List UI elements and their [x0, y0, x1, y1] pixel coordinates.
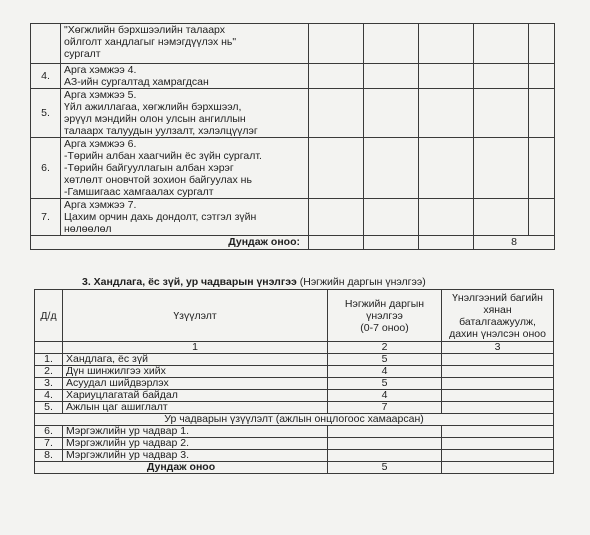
activity-text — [61, 138, 309, 199]
empty-cell — [442, 462, 554, 474]
dd-header: Д/д — [35, 290, 63, 342]
activity-line: нөлөөлөл — [64, 223, 112, 235]
row-number: 5. — [35, 402, 63, 414]
council-score — [442, 450, 554, 462]
criteria-row — [35, 438, 554, 450]
criteria-row — [35, 402, 554, 414]
header-row — [35, 290, 554, 342]
score-cell — [529, 89, 555, 138]
subheader-row — [35, 414, 554, 426]
council-eval-header-line: дахин үнэлсэн оноо — [449, 327, 546, 340]
activity-line: -Гамшигаас хамгаалах сургалт — [64, 186, 214, 198]
head-eval-header-line: (0-7 оноо) — [360, 321, 409, 334]
activity-line: АЗ-ийн сургалтад хамрагдсан — [64, 76, 209, 88]
column-number: 3 — [442, 342, 554, 354]
criteria-label: Ажлын цаг ашиглалт — [63, 402, 328, 414]
empty-cell — [419, 236, 474, 250]
criteria-row — [35, 354, 554, 366]
council-eval-header-line: баталгаажуулж, — [459, 315, 536, 328]
activity-line: Арга хэмжээ 7. — [64, 199, 137, 211]
council-eval-header-line: хянан — [483, 303, 512, 316]
activity-line: -Төрийн байгууллагын албан хэрэг — [64, 162, 234, 174]
score-cell — [529, 199, 555, 236]
council-score — [442, 390, 554, 402]
score-cell — [474, 199, 529, 236]
row-number: 2. — [35, 366, 63, 378]
score-cell — [529, 24, 555, 64]
council-score — [442, 438, 554, 450]
average-value: 8 — [474, 236, 555, 250]
row-number: 3. — [35, 378, 63, 390]
activity-text — [61, 24, 309, 64]
activity-line: "Хөгжлийн бэрхшээлийн талаарх — [64, 24, 226, 36]
criteria-header: Үзүүлэлт — [63, 290, 328, 342]
score-cell — [364, 199, 419, 236]
head-score — [328, 426, 442, 438]
score-cell — [364, 64, 419, 89]
criteria-row — [35, 450, 554, 462]
head-score: 5 — [328, 354, 442, 366]
column-number-row — [35, 342, 554, 354]
score-cell — [309, 199, 364, 236]
row-number: 1. — [35, 354, 63, 366]
score-cell — [419, 138, 474, 199]
activity-line: сургалт — [64, 48, 101, 60]
head-score: 4 — [328, 390, 442, 402]
row-number: 5. — [31, 89, 61, 138]
activities-table — [30, 23, 555, 250]
activity-text — [61, 89, 309, 138]
score-cell — [474, 138, 529, 199]
row-number: 6. — [31, 138, 61, 199]
council-eval-header — [442, 290, 554, 342]
score-cell — [419, 199, 474, 236]
subheader: Ур чадварын үзүүлэлт (ажлын онцлогоос хамаарсан) — [35, 414, 554, 426]
section3-title: 3. Хандлага, ёс зүй, ур чадварын үнэлгээ (Нэгжийн даргын үнэлгээ) — [82, 276, 426, 288]
council-score — [442, 366, 554, 378]
activity-line: Арга хэмжээ 5. — [64, 89, 137, 101]
activity-line: Үйл ажиллагаа, хөгжлийн бэрхшээл, — [64, 101, 242, 113]
evaluation-table — [34, 289, 554, 474]
empty-cell — [364, 236, 419, 250]
row-number: 8. — [35, 450, 63, 462]
council-score — [442, 402, 554, 414]
criteria-label: Хандлага, ёс зүй — [63, 354, 328, 366]
row-number — [31, 24, 61, 64]
head-eval-header-line: үнэлгээ — [366, 309, 403, 322]
council-score — [442, 378, 554, 390]
score-cell — [364, 138, 419, 199]
row-number: 7. — [31, 199, 61, 236]
score-cell — [364, 24, 419, 64]
activity-row — [31, 64, 555, 89]
activity-line: -Төрийн албан хаагчийн ёс зүйн сургалт. — [64, 150, 262, 162]
row-number: 6. — [35, 426, 63, 438]
criteria-row — [35, 390, 554, 402]
row-number: 4. — [35, 390, 63, 402]
criteria-row — [35, 366, 554, 378]
head-score: 5 — [328, 378, 442, 390]
criteria-label: Мэргэжлийн ур чадвар 3. — [63, 450, 328, 462]
head-eval-header — [328, 290, 442, 342]
empty-cell — [309, 236, 364, 250]
empty-cell — [35, 342, 63, 354]
row-number: 4. — [31, 64, 61, 89]
activity-text — [61, 64, 309, 89]
council-score — [442, 354, 554, 366]
average-value: 5 — [328, 462, 442, 474]
head-score: 4 — [328, 366, 442, 378]
average-row — [31, 236, 555, 250]
head-score: 7 — [328, 402, 442, 414]
criteria-row — [35, 378, 554, 390]
criteria-label: Дүн шинжилгээ хийх — [63, 366, 328, 378]
activity-line: Цахим орчин дахь дондолт, сэтгэл зүйн — [64, 211, 257, 223]
council-score — [442, 426, 554, 438]
criteria-label: Асуудал шийдвэрлэх — [63, 378, 328, 390]
activity-text — [61, 199, 309, 236]
row-number: 7. — [35, 438, 63, 450]
activity-line: ойлголт хандлагыг нэмэгдүүлэх нь" — [64, 36, 237, 48]
column-number: 1 — [63, 342, 328, 354]
activity-row — [31, 89, 555, 138]
score-cell — [474, 64, 529, 89]
activity-line: талаарх талуудын уулзалт, хэлэлцүүлэг — [64, 125, 258, 137]
activity-line: хөтлөлт оновчтой зохион байгуулах нь — [64, 174, 252, 186]
score-cell — [309, 89, 364, 138]
criteria-label: Мэргэжлийн ур чадвар 2. — [63, 438, 328, 450]
score-cell — [309, 64, 364, 89]
score-cell — [309, 138, 364, 199]
score-cell — [529, 138, 555, 199]
score-cell — [529, 64, 555, 89]
activity-row — [31, 138, 555, 199]
score-cell — [474, 89, 529, 138]
average-row — [35, 462, 554, 474]
average-label: Дундаж оноо: — [31, 236, 309, 250]
activity-line: Арга хэмжээ 4. — [64, 64, 137, 76]
score-cell — [419, 64, 474, 89]
head-score — [328, 438, 442, 450]
average-label: Дундаж оноо — [35, 462, 328, 474]
column-number: 2 — [328, 342, 442, 354]
activity-line: Арга хэмжээ 6. — [64, 138, 137, 150]
score-cell — [419, 24, 474, 64]
activity-row — [31, 199, 555, 236]
activity-line: эрүүл мэндийн олон улсын ангиллын — [64, 113, 246, 125]
head-score — [328, 450, 442, 462]
score-cell — [474, 24, 529, 64]
criteria-label: Хариуцлагатай байдал — [63, 390, 328, 402]
score-cell — [419, 89, 474, 138]
activity-row — [31, 24, 555, 64]
criteria-row — [35, 426, 554, 438]
score-cell — [309, 24, 364, 64]
score-cell — [364, 89, 419, 138]
criteria-label: Мэргэжлийн ур чадвар 1. — [63, 426, 328, 438]
head-eval-header-line: Нэгжийн даргын — [344, 297, 425, 310]
council-eval-header-line: Үнэлгээний багийн — [452, 291, 543, 304]
